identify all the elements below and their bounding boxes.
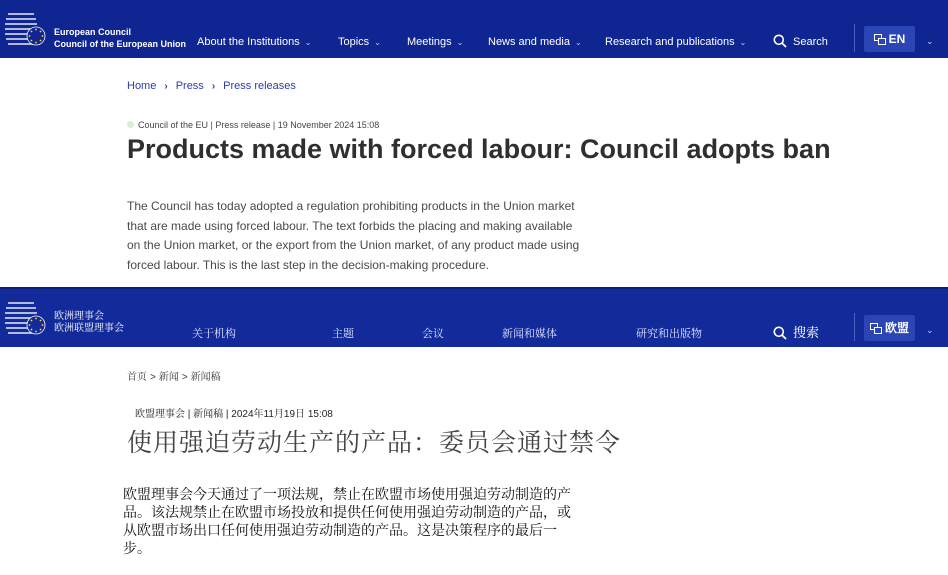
logo-text[interactable] xyxy=(54,26,186,50)
language-button[interactable] xyxy=(864,315,915,341)
breadcrumb xyxy=(127,80,296,92)
nav-item-research[interactable]: 研究和出版物 xyxy=(636,328,702,340)
chevron-down-icon: ⌄ xyxy=(739,38,747,47)
breadcrumb-home[interactable]: 首页 xyxy=(127,372,147,383)
status-dot-icon xyxy=(127,121,134,128)
language-button[interactable] xyxy=(864,26,915,52)
search-icon xyxy=(773,34,787,48)
chevron-down-icon: ⌄ xyxy=(574,38,582,47)
chevron-right-icon: > xyxy=(181,372,188,383)
search-button[interactable] xyxy=(773,322,819,341)
nav-label: Research and publications xyxy=(605,36,735,48)
page-title: Products made with forced labour: Council adopts ban xyxy=(127,134,831,164)
article-meta: 欧盟理事会 | 新闻稿 | 2024年11月19日 15:08 xyxy=(135,409,333,420)
header-bar xyxy=(0,289,948,347)
nav-label: Topics xyxy=(338,36,370,48)
breadcrumb-press[interactable]: 新闻 xyxy=(158,372,179,383)
search-button[interactable] xyxy=(773,34,828,48)
chevron-down-icon[interactable]: ⌄ xyxy=(926,36,934,46)
breadcrumb-press[interactable]: Press xyxy=(175,80,204,92)
chevron-right-icon: › xyxy=(164,81,168,92)
breadcrumb-home[interactable]: Home xyxy=(127,80,157,92)
nav-label: News and media xyxy=(488,36,570,48)
nav-item-research[interactable] xyxy=(605,36,746,48)
header-bar xyxy=(0,0,948,58)
article-paragraph: 欧盟理事会今天通过了一项法规，禁止在欧盟市场使用强迫劳动制造的产品。该法规禁止在欧盟市场投放和提供任何使用强迫劳动制造的产品，或从欧盟市场出口任何使用强迫劳动制造的产品。这是决策程序的最后一步。 xyxy=(123,486,571,556)
nav-item-about[interactable]: 关于机构 xyxy=(192,328,236,340)
article-paragraph: The Council has today adopted a regulation prohibiting products in the Union market that are made using forced labour. The text forbids the placing and making available on the Union market, or the export from the Union market, of any product made using forced labour. This is the last step in the decision-making procedure. xyxy=(127,199,580,272)
page-title: 使用强迫劳动生产的产品：委员会通过禁令 xyxy=(127,429,622,457)
header-divider xyxy=(854,24,855,52)
council-logo-icon[interactable] xyxy=(4,8,48,50)
nav-item-about[interactable] xyxy=(197,36,311,48)
chevron-right-icon: › xyxy=(211,81,216,92)
breadcrumb-press-releases[interactable]: Press releases xyxy=(223,80,296,92)
language-label: EN xyxy=(888,32,906,46)
nav-item-meetings[interactable]: 会议 xyxy=(422,328,444,340)
logo-line-2: Council of the European Union xyxy=(54,39,186,49)
nav-item-meetings[interactable] xyxy=(407,36,463,48)
chevron-down-icon[interactable]: ⌄ xyxy=(926,325,934,335)
logo-line-1: 欧洲理事会 xyxy=(54,311,104,322)
nav-item-topics[interactable] xyxy=(338,36,381,48)
search-label: 搜索 xyxy=(793,325,820,340)
chevron-down-icon: ⌄ xyxy=(304,38,312,47)
header-divider xyxy=(854,313,855,341)
logo-text[interactable] xyxy=(54,311,124,335)
nav-item-news[interactable] xyxy=(488,36,582,48)
chevron-down-icon: ⌄ xyxy=(456,38,464,47)
meta-text: Council of the EU | Press release | 19 November 2024 15:08 xyxy=(138,120,380,130)
language-label: 欧盟 xyxy=(884,321,909,335)
language-icon xyxy=(870,323,882,334)
language-icon xyxy=(874,34,886,45)
logo-line-2: 欧洲联盟理事会 xyxy=(54,323,124,334)
chevron-right-icon: > xyxy=(150,372,156,383)
search-label: Search xyxy=(793,36,828,48)
council-logo-icon[interactable] xyxy=(4,297,48,339)
nav-label: About the Institutions xyxy=(197,36,300,48)
nav-item-news[interactable]: 新闻和媒体 xyxy=(502,328,557,340)
logo-line-1: European Council xyxy=(54,27,132,37)
chevron-down-icon: ⌄ xyxy=(374,38,381,47)
nav-label: Meetings xyxy=(407,36,452,48)
chinese-page xyxy=(0,289,948,575)
nav-item-topics[interactable]: 主题 xyxy=(332,328,354,340)
search-icon xyxy=(773,326,787,340)
breadcrumb-press-releases[interactable]: 新闻稿 xyxy=(190,372,221,383)
breadcrumb xyxy=(127,368,221,383)
article-meta xyxy=(127,120,379,130)
